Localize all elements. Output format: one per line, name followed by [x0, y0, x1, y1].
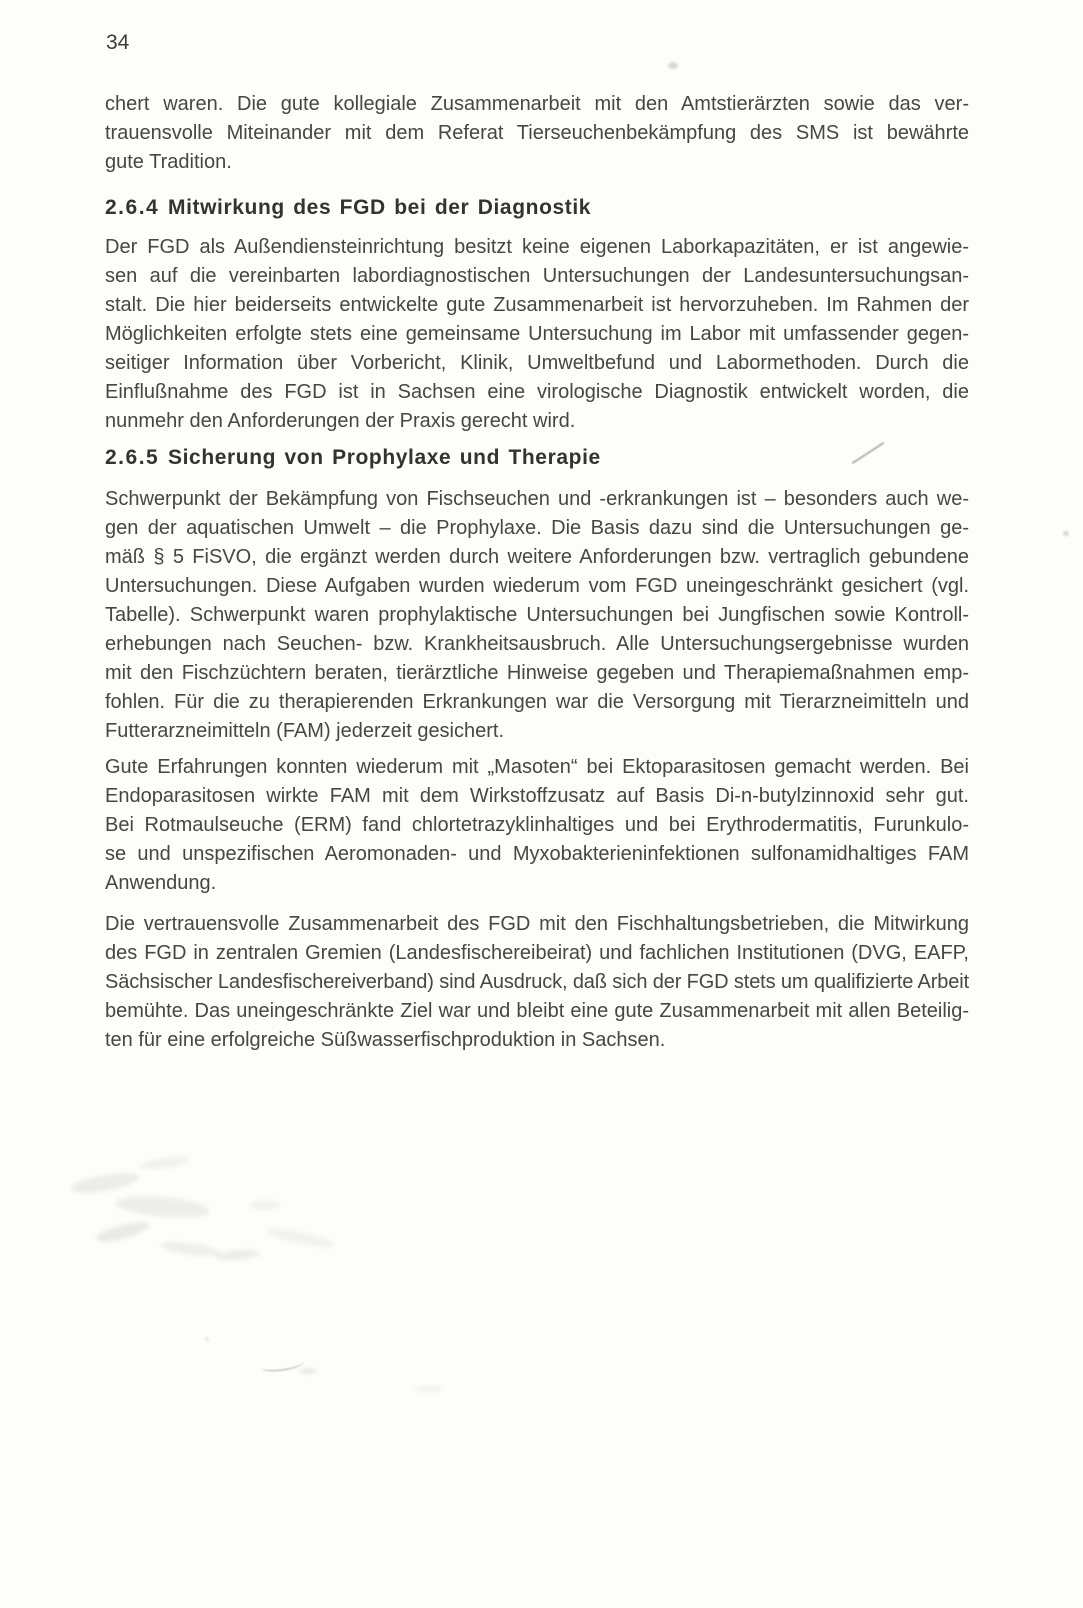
- text-line: Endoparasitosen wirkte FAM mit dem Wirkstoffzusatz auf Basis Di-n-butylzinnoxid sehr gut.: [105, 785, 969, 807]
- text-line: bemühte. Das uneingeschränkte Ziel war und bleibt eine gute Zusammenarbeit mit allen Beteilig-: [105, 1000, 969, 1022]
- text-line: mäß § 5 FiSVO, die ergänzt werden durch weitere Anforderungen bzw. vertraglich gebundene: [105, 546, 969, 568]
- scan-smudge: [250, 1200, 280, 1210]
- heading-title: Sicherung von Prophylaxe und Therapie: [168, 446, 601, 469]
- text-line: fohlen. Für die zu therapierenden Erkrankungen war die Versorgung mit Tierarzneimitteln und: [105, 691, 969, 713]
- paragraph: [105, 233, 969, 436]
- text-line: se und unspezifischen Aeromonaden- und Myxobakterieninfektionen sulfonamidhaltiges FAM: [105, 843, 969, 865]
- text-line: trauensvolle Miteinander mit dem Referat Tierseuchenbekämpfung des SMS ist bewährte: [105, 122, 969, 144]
- scan-smudge: [415, 1386, 443, 1393]
- text-line: des FGD in zentralen Gremien (Landesfischereibeirat) und fachlichen Institutionen (DVG, EAFP,: [105, 942, 969, 964]
- text-line: Bei Rotmaulseuche (ERM) fand chlortetrazyklinhaltiges und bei Erythrodermatitis, Furunkulo-: [105, 814, 969, 836]
- text-line: gen der aquatischen Umwelt – die Prophylaxe. Die Basis dazu sind die Untersuchungen ge-: [105, 517, 969, 539]
- text-line: Anwendung.: [105, 872, 217, 894]
- text-line: chert waren. Die gute kollegiale Zusammenarbeit mit den Amtstierärzten sowie das ver-: [105, 93, 969, 115]
- scan-speck: [1063, 531, 1069, 536]
- paragraph: [105, 90, 969, 177]
- paragraph: [105, 485, 969, 746]
- paragraph: [105, 753, 969, 898]
- text-line: seitiger Information über Vorbericht, Klinik, Umweltbefund und Labormethoden. Durch die: [105, 352, 969, 374]
- text-line: gute Tradition.: [105, 151, 232, 173]
- text-line: Der FGD als Außendiensteinrichtung besitzt keine eigenen Laborkapazitäten, er ist angewie-: [105, 236, 969, 258]
- heading-number: 2.6.5: [105, 446, 160, 469]
- text-line: Die vertrauensvolle Zusammenarbeit des FGD mit den Fischhaltungsbetrieben, die Mitwirkung: [105, 913, 969, 935]
- text-line: Tabelle). Schwerpunkt waren prophylaktische Untersuchungen bei Jungfischen sowie Kontroll-: [105, 604, 969, 626]
- text-line: Gute Erfahrungen konnten wiederum mit „Masoten“ bei Ektoparasitosen gemacht werden. Bei: [105, 756, 969, 778]
- text-line: Einflußnahme des FGD ist in Sachsen eine virologische Diagnostik entwickelt worden, die: [105, 381, 969, 403]
- text-line: mit den Fischzüchtern beraten, tierärztliche Hinweise gegeben und Therapiemaßnahmen emp-: [105, 662, 969, 684]
- text-column: [105, 0, 969, 1608]
- page-number: 34: [106, 31, 130, 54]
- section-heading: [105, 443, 969, 472]
- text-line: erhebungen nach Seuchen- bzw. Krankheitsausbruch. Alle Untersuchungsergebnisse wurden: [105, 633, 969, 655]
- scan-speck: [205, 1337, 209, 1341]
- text-line: stalt. Die hier beiderseits entwickelte gute Zusammenarbeit ist hervorzuheben. Im Rahmen der: [105, 294, 969, 316]
- section-heading: [105, 193, 969, 222]
- text-line: nunmehr den Anforderungen der Praxis gerecht wird.: [105, 410, 576, 432]
- text-line: sen auf die vereinbarten labordiagnostischen Untersuchungen der Landesuntersuchungsan-: [105, 265, 969, 287]
- text-line: Sächsischer Landesfischereiverband) sind Ausdruck, daß sich der FGD stets um qualifizierte Arbeit: [105, 971, 969, 993]
- text-line: Untersuchungen. Diese Aufgaben wurden wiederum vom FGD uneingeschränkt gesichert (vgl.: [105, 575, 969, 597]
- scan-speck: [668, 62, 678, 69]
- text-line: Möglichkeiten erfolgte stets eine gemeinsame Untersuchung im Labor mit umfassender gegen-: [105, 323, 969, 345]
- text-line: Schwerpunkt der Bekämpfung von Fischseuchen und -erkrankungen ist – besonders auch we-: [105, 488, 969, 510]
- scan-smudge: [300, 1368, 316, 1374]
- heading-number: 2.6.4: [105, 196, 160, 219]
- paragraph: [105, 910, 969, 1055]
- heading-title: Mitwirkung des FGD bei der Diagnostik: [168, 196, 592, 219]
- text-line: ten für eine erfolgreiche Süßwasserfischproduktion in Sachsen.: [105, 1029, 666, 1051]
- text-line: Futterarzneimitteln (FAM) jederzeit gesichert.: [105, 720, 505, 742]
